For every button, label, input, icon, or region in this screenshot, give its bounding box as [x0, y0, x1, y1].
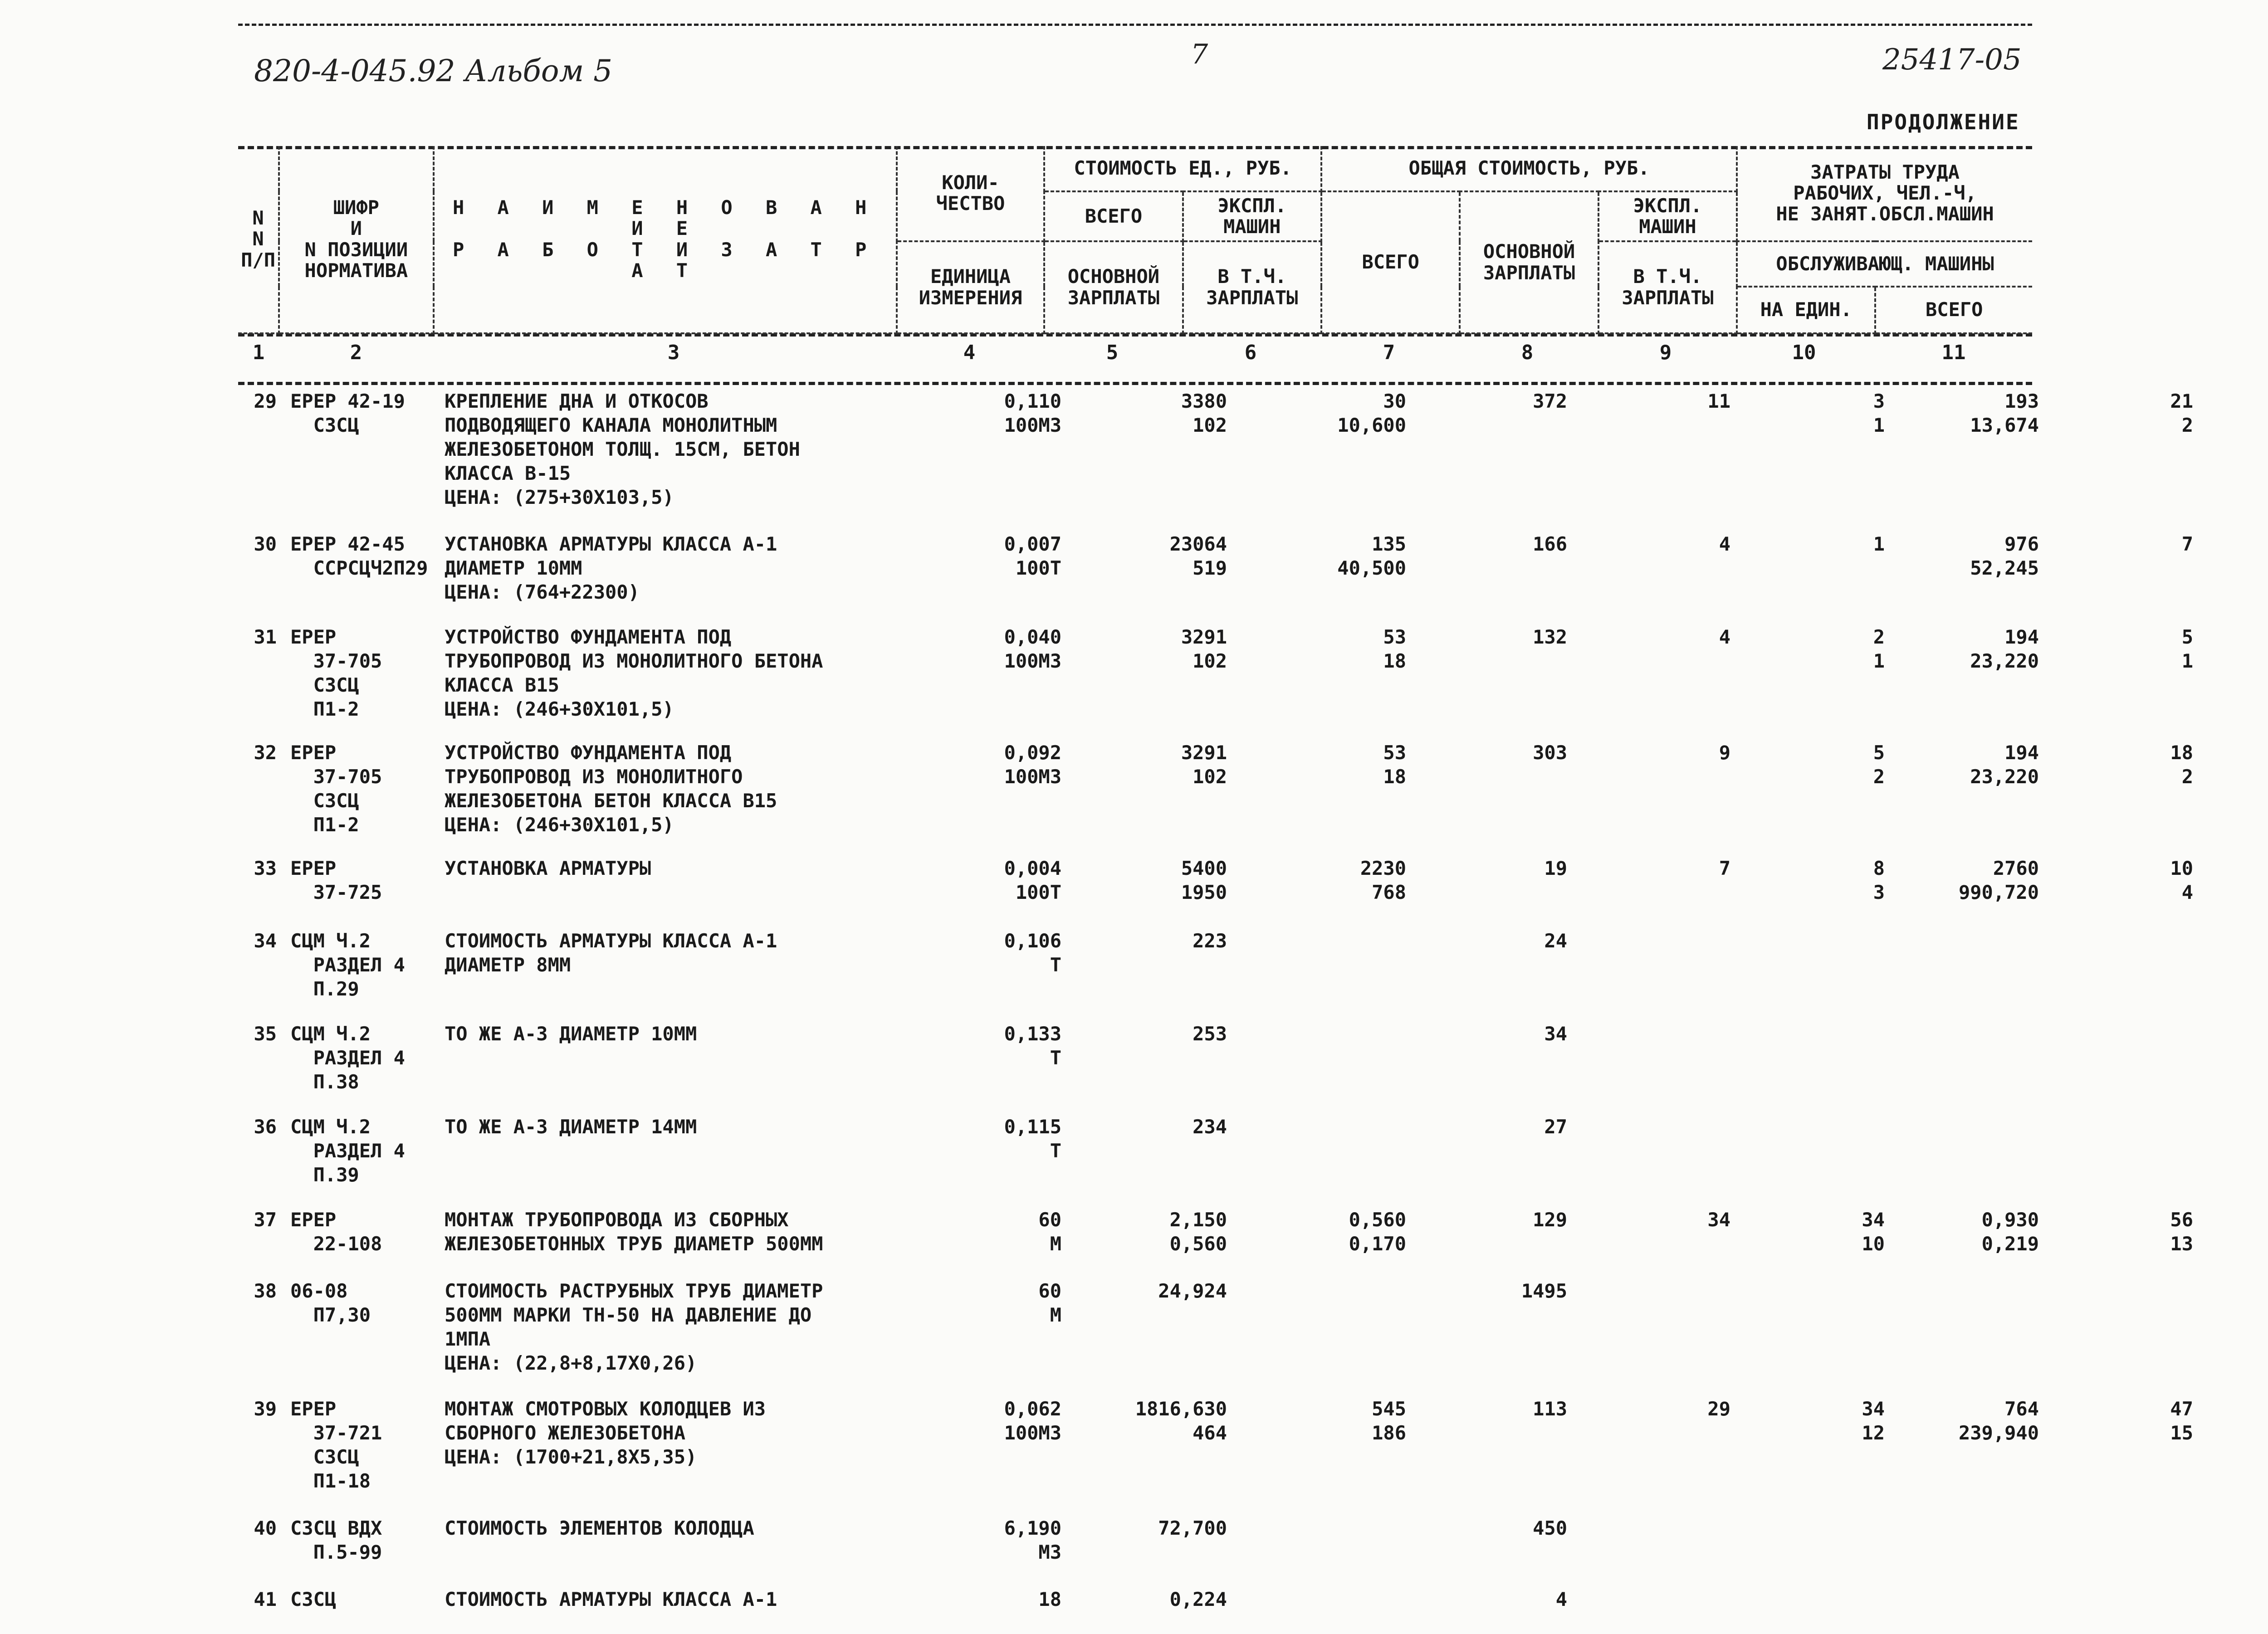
page-number: 7: [1191, 39, 1208, 70]
row-unit-machine-cost: 545 186: [1372, 1398, 1406, 1444]
row-number: 40: [254, 1517, 277, 1539]
row-total-salary: 11: [1707, 390, 1730, 412]
row-code: 06-08 П7,30: [290, 1280, 371, 1326]
row-unit-machine-cost: 53 18: [1383, 626, 1406, 672]
column-number: 8: [1521, 341, 1534, 364]
row-name: ТО ЖЕ А-3 ДИАМЕТР 14ММ: [445, 1116, 697, 1138]
header-total-cost-group: ОБЩАЯ СТОИМОСТЬ, РУБ.: [1321, 146, 1737, 191]
row-unit-machine-cost: 0,560 0,170: [1349, 1209, 1406, 1255]
row-labor-per-unit: 193 13,674: [1970, 390, 2039, 436]
row-total-salary: 9: [1719, 741, 1730, 764]
row-labor-per-unit: 194 23,220: [1970, 626, 2039, 672]
row-total-cost: 450: [1533, 1517, 1567, 1539]
row-number: 41: [254, 1588, 277, 1610]
column-number: 5: [1106, 341, 1119, 364]
column-number: 10: [1792, 341, 1816, 364]
row-unit-cost: 223: [1193, 930, 1227, 952]
row-total-salary: 29: [1707, 1398, 1730, 1420]
row-number: 29: [254, 390, 277, 412]
header-unit-cost-group: СТОИМОСТЬ ЕД., РУБ.: [1044, 146, 1321, 191]
header-unit-salary: ОСНОВНОЙ ЗАРПЛАТЫ: [1044, 241, 1183, 333]
row-unit-machine-cost: 135 40,500: [1337, 533, 1406, 579]
column-number-rule: [238, 382, 2032, 385]
column-number: 1: [252, 341, 265, 364]
row-total-cost: 113: [1533, 1398, 1567, 1420]
row-total-cost: 34: [1544, 1023, 1567, 1045]
row-unit-cost: 23064 519: [1169, 533, 1227, 579]
row-total-salary: 4: [1719, 626, 1730, 648]
row-unit-machine-cost: 2230 768: [1360, 857, 1406, 903]
header-unit: ЕДИНИЦА ИЗМЕРЕНИЯ: [897, 241, 1044, 333]
row-unit-cost: 0,224: [1169, 1588, 1227, 1610]
row-total-machines: 3 1: [1873, 390, 1885, 436]
row-code: ЕРЕР 37-721 СЗСЦ П1-18: [290, 1398, 382, 1492]
row-unit-cost: 72,700: [1158, 1517, 1227, 1539]
row-name: КРЕПЛЕНИЕ ДНА И ОТКОСОВ ПОДВОДЯЩЕГО КАНАЛА МОНОЛИТНЫМ ЖЕЛЕЗОБЕТОНОМ ТОЛЩ. 15СМ, БЕТОН КЛАССА В-15 ЦЕНА: (275+30Х103,5): [445, 390, 800, 508]
column-number: 9: [1659, 341, 1672, 364]
row-code: СЗСЦ: [290, 1588, 337, 1610]
row-name: СТОИМОСТЬ РАСТРУБНЫХ ТРУБ ДИАМЕТР 500ММ МАРКИ ТН-50 НА ДАВЛЕНИЕ ДО 1МПА ЦЕНА: (22,8+8,17Х0,26): [445, 1280, 823, 1374]
header-row-number: N N П/П: [238, 146, 279, 333]
row-total-cost: 132: [1533, 626, 1567, 648]
row-total-cost: 4: [1555, 1588, 1567, 1610]
row-name: МОНТАЖ СМОТРОВЫХ КОЛОДЦЕВ ИЗ СБОРНОГО ЖЕЛЕЗОБЕТОНА ЦЕНА: (1700+21,8Х5,35): [445, 1398, 766, 1468]
row-name: МОНТАЖ ТРУБОПРОВОДА ИЗ СБОРНЫХ ЖЕЛЕЗОБЕТОННЫХ ТРУБ ДИАМЕТР 500ММ: [445, 1209, 823, 1255]
row-unit-cost: 2,150 0,560: [1169, 1209, 1227, 1255]
row-name: УСТРОЙСТВО ФУНДАМЕНТА ПОД ТРУБОПРОВОД ИЗ МОНОЛИТНОГО БЕТОНА КЛАССА В15 ЦЕНА: (246+30Х101,5): [445, 626, 823, 720]
row-code: ЕРЕР 42-45 ССРСЦЧ2П29: [290, 533, 428, 579]
row-unit-cost: 1816,630 464: [1135, 1398, 1227, 1444]
document-code: 820-4-045.92 Альбом 5: [254, 54, 613, 88]
row-name: СТОИМОСТЬ АРМАТУРЫ КЛАССА А-1 ДИАМЕТР 8ММ: [445, 930, 777, 976]
row-total-machines: 1: [1873, 533, 1885, 555]
row-number: 34: [254, 930, 277, 952]
row-quantity: 0,007 100Т: [1004, 533, 1061, 579]
row-quantity: 0,110 100М3: [1004, 390, 1061, 436]
row-unit-cost: 24,924: [1158, 1280, 1227, 1302]
header-unit-machine-salary: В Т.Ч. ЗАРПЛАТЫ: [1183, 241, 1321, 333]
row-number: 36: [254, 1116, 277, 1138]
column-number: 6: [1244, 341, 1257, 364]
row-number: 31: [254, 626, 277, 648]
header-total-salary: ОСНОВНОЙ ЗАРПЛАТЫ: [1460, 191, 1598, 333]
column-number: 3: [667, 341, 680, 364]
row-code: ЕРЕР 37-725: [290, 857, 382, 903]
row-total-machines: 5 2: [1873, 741, 1885, 788]
row-number: 38: [254, 1280, 277, 1302]
header-unit-total: ВСЕГО: [1044, 191, 1183, 241]
row-quantity: 0,062 100М3: [1004, 1398, 1061, 1444]
row-labor-total: 47 15: [2170, 1398, 2193, 1444]
row-total-salary: 4: [1719, 533, 1730, 555]
row-number: 32: [254, 741, 277, 764]
header-labor-group: ЗАТРАТЫ ТРУДА РАБОЧИХ, ЧЕЛ.-Ч, НЕ ЗАНЯТ.ОБСЛ.МАШИН: [1737, 146, 2032, 241]
row-unit-machine-cost: 30 10,600: [1337, 390, 1406, 436]
row-code: ЕРЕР 37-705 СЗСЦ П1-2: [290, 626, 382, 720]
row-total-cost: 19: [1544, 857, 1567, 879]
column-number-row: [238, 341, 2032, 377]
album-number: 25417-05: [1882, 43, 2022, 77]
row-name: СТОИМОСТЬ АРМАТУРЫ КЛАССА А-1: [445, 1588, 777, 1610]
row-total-cost: 303: [1533, 741, 1567, 764]
row-unit-cost: 234: [1193, 1116, 1227, 1138]
row-number: 35: [254, 1023, 277, 1045]
row-labor-per-unit: 976 52,245: [1970, 533, 2039, 579]
row-total-cost: 166: [1533, 533, 1567, 555]
header-total-machines: ЭКСПЛ. МАШИН: [1598, 191, 1737, 241]
row-quantity: 60 М: [1038, 1209, 1061, 1255]
row-quantity: 60 М: [1038, 1280, 1061, 1326]
column-number: 7: [1383, 341, 1395, 364]
row-name: СТОИМОСТЬ ЭЛЕМЕНТОВ КОЛОДЦА: [445, 1517, 754, 1539]
header-labor-total: ВСЕГО: [1875, 287, 2032, 333]
row-total-cost: 24: [1544, 930, 1567, 952]
row-name: ТО ЖЕ А-3 ДИАМЕТР 10ММ: [445, 1023, 697, 1045]
row-quantity: 0,004 100Т: [1004, 857, 1061, 903]
header-code: ШИФР И N ПОЗИЦИИ НОРМАТИВА: [279, 146, 433, 333]
row-labor-total: 7: [2181, 533, 2193, 555]
row-total-salary: 34: [1707, 1209, 1730, 1231]
header-labor-per-unit: НА ЕДИН.: [1737, 287, 1875, 333]
row-name: УСТАНОВКА АРМАТУРЫ: [445, 857, 651, 879]
column-number: 2: [350, 341, 362, 364]
row-quantity: 0,115 Т: [1004, 1116, 1061, 1162]
column-number: 11: [1941, 341, 1966, 364]
row-total-cost: 27: [1544, 1116, 1567, 1138]
row-labor-per-unit: 764 239,940: [1958, 1398, 2039, 1444]
row-unit-cost: 3291 102: [1181, 626, 1227, 672]
row-labor-total: 10 4: [2170, 857, 2193, 903]
column-number: 4: [963, 341, 976, 364]
row-number: 30: [254, 533, 277, 555]
top-rule: [238, 24, 2032, 26]
row-labor-total: 5 1: [2181, 626, 2193, 672]
row-number: 39: [254, 1398, 277, 1420]
header-name: Н А И М Е Н О В А Н И Е Р А Б О Т И З А Т Р А Т: [434, 146, 897, 333]
table-header: [238, 146, 2032, 334]
row-total-machines: 8 3: [1873, 857, 1885, 903]
row-number: 33: [254, 857, 277, 879]
row-total-machines: 2 1: [1873, 626, 1885, 672]
header-total-all: ВСЕГО: [1321, 191, 1460, 333]
row-unit-cost: 5400 1950: [1181, 857, 1227, 903]
row-quantity: 0,040 100М3: [1004, 626, 1061, 672]
header-quantity: КОЛИ- ЧЕСТВО: [897, 146, 1044, 241]
row-code: СЦМ Ч.2 РАЗДЕЛ 4 П.39: [290, 1116, 405, 1186]
row-total-machines: 34 12: [1862, 1398, 1885, 1444]
row-quantity: 0,106 Т: [1004, 930, 1061, 976]
row-total-cost: 129: [1533, 1209, 1567, 1231]
row-quantity: 18: [1038, 1588, 1061, 1610]
row-name: УСТАНОВКА АРМАТУРЫ КЛАССА А-1 ДИАМЕТР 10ММ ЦЕНА: (764+22300): [445, 533, 777, 603]
header-unit-machines: ЭКСПЛ. МАШИН: [1183, 191, 1321, 241]
row-code: СЦМ Ч.2 РАЗДЕЛ 4 П.38: [290, 1023, 405, 1093]
row-quantity: 6,190 М3: [1004, 1517, 1061, 1563]
row-labor-total: 21 2: [2170, 390, 2193, 436]
row-total-salary: 7: [1719, 857, 1730, 879]
row-code: ЕРЕР 22-108: [290, 1209, 382, 1255]
row-labor-per-unit: 194 23,220: [1970, 741, 2039, 788]
row-unit-cost: 3291 102: [1181, 741, 1227, 788]
row-code: ЕРЕР 37-705 СЗСЦ П1-2: [290, 741, 382, 836]
row-quantity: 0,092 100М3: [1004, 741, 1061, 788]
row-total-machines: 34 10: [1862, 1209, 1885, 1255]
row-labor-total: 18 2: [2170, 741, 2193, 788]
row-total-cost: 372: [1533, 390, 1567, 412]
header-total-machine-salary: В Т.Ч. ЗАРПЛАТЫ: [1598, 241, 1737, 333]
row-unit-machine-cost: 53 18: [1383, 741, 1406, 788]
row-total-cost: 1495: [1521, 1280, 1567, 1302]
row-number: 37: [254, 1209, 277, 1231]
row-labor-total: 56 13: [2170, 1209, 2193, 1255]
row-unit-cost: 253: [1193, 1023, 1227, 1045]
row-code: ЕРЕР 42-19 СЗСЦ: [290, 390, 405, 436]
row-labor-per-unit: 0,930 0,219: [1981, 1209, 2039, 1255]
header-labor-service: ОБСЛУЖИВАЮЩ. МАШИНЫ: [1737, 241, 2032, 287]
row-code: СЗСЦ ВДХ П.5-99: [290, 1517, 382, 1563]
row-unit-cost: 3380 102: [1181, 390, 1227, 436]
row-code: СЦМ Ч.2 РАЗДЕЛ 4 П.29: [290, 930, 405, 1000]
row-labor-per-unit: 2760 990,720: [1958, 857, 2039, 903]
continuation-label: ПРОДОЛЖЕНИЕ: [1867, 110, 2020, 134]
row-name: УСТРОЙСТВО ФУНДАМЕНТА ПОД ТРУБОПРОВОД ИЗ МОНОЛИТНОГО ЖЕЛЕЗОБЕТОНА БЕТОН КЛАССА В15 ЦЕНА: (246+30Х101,5): [445, 741, 777, 836]
row-quantity: 0,133 Т: [1004, 1023, 1061, 1069]
